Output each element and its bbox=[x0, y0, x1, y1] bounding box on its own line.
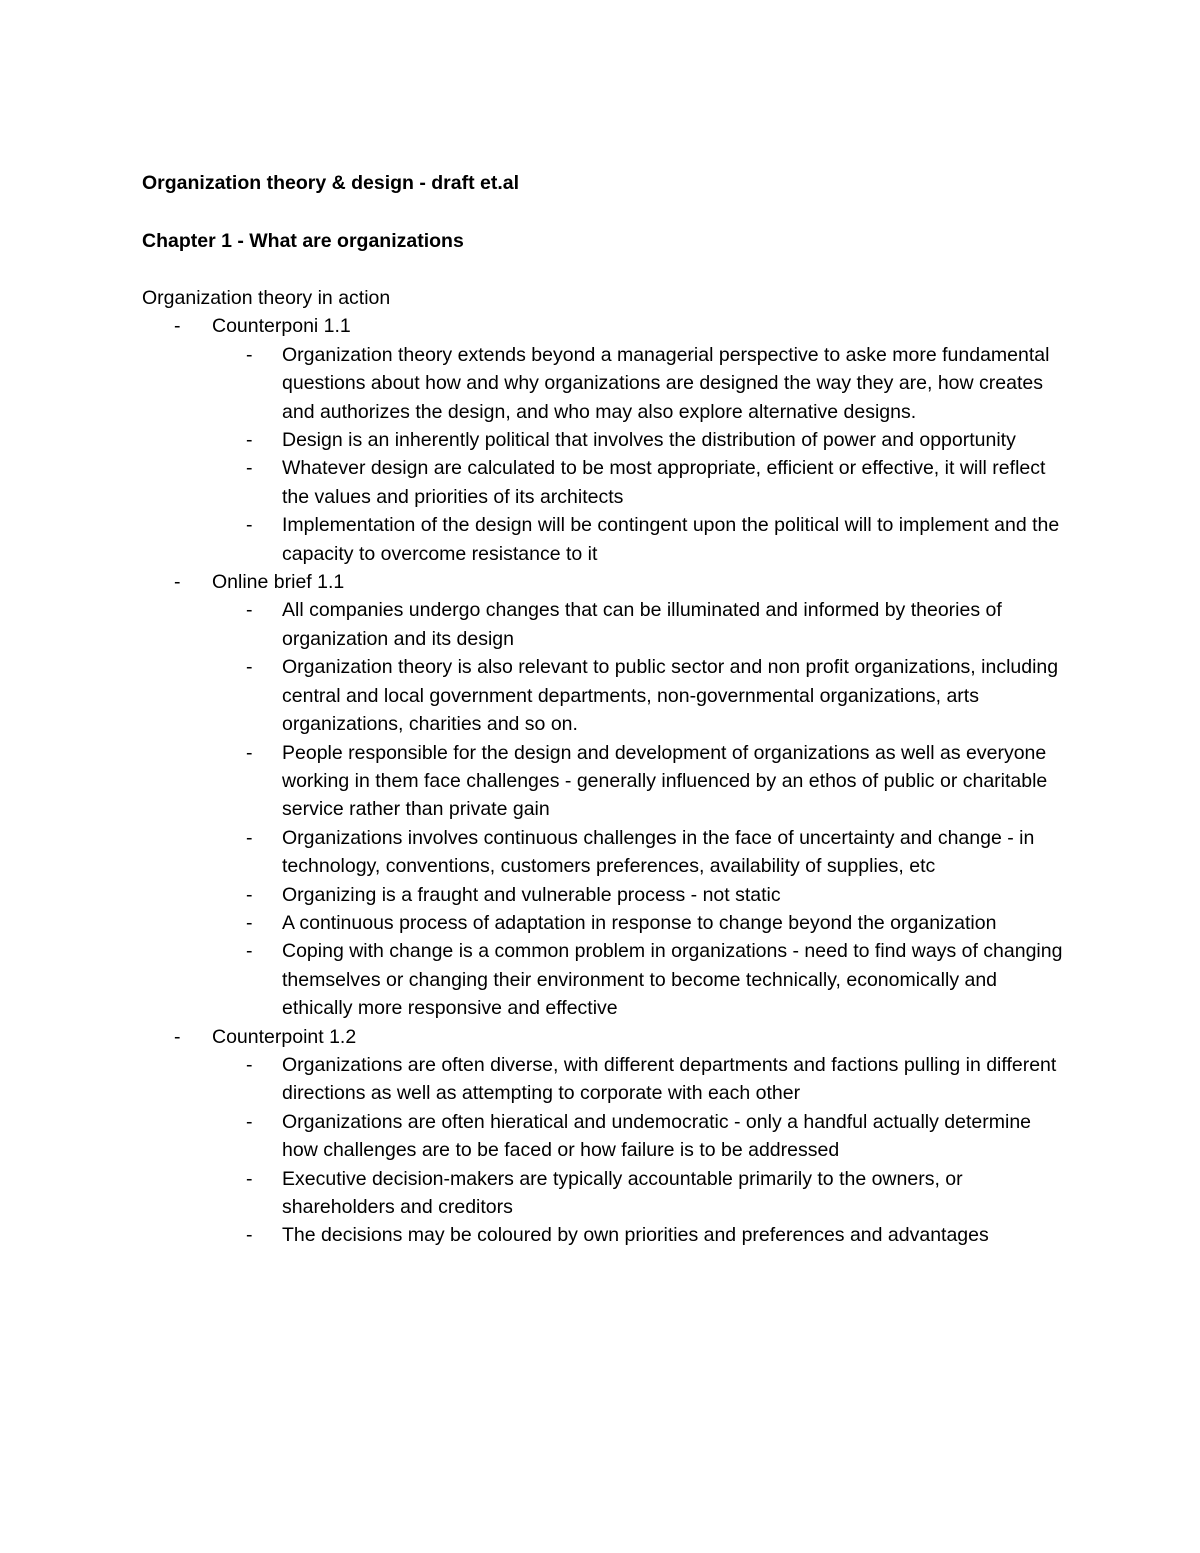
outline-item bbox=[142, 454, 1072, 511]
outline-item bbox=[142, 653, 1072, 738]
outline-group-heading bbox=[142, 312, 1072, 340]
bullet-dash: - bbox=[246, 457, 253, 480]
item-text: The decisions may be coloured by own priorities and preferences and advantages bbox=[282, 1224, 989, 1247]
outline-item bbox=[142, 426, 1072, 454]
item-text: Organizing is a fraught and vulnerable process - not static bbox=[282, 883, 781, 906]
outline-item bbox=[142, 881, 1072, 909]
item-text: Whatever design are calculated to be most appropriate, efficient or effective, it will reflect the values and priorities of its architects bbox=[282, 457, 1046, 508]
outline-item bbox=[142, 909, 1072, 937]
chapter-heading: Chapter 1 - What are organizations bbox=[142, 230, 464, 252]
section-heading: Organization theory in action bbox=[142, 287, 391, 309]
outline-group-heading bbox=[142, 1023, 1072, 1051]
outline-item bbox=[142, 1051, 1072, 1108]
item-text: People responsible for the design and development of organizations as well as everyone working in them face challenges - generally influenced by an ethos of public or charitable service rather than private gain bbox=[282, 741, 1048, 821]
bullet-dash: - bbox=[246, 656, 253, 679]
bullet-dash: - bbox=[174, 1025, 181, 1048]
bullet-dash: - bbox=[174, 315, 181, 338]
notes-outline bbox=[142, 284, 1072, 1250]
outline-item bbox=[142, 824, 1072, 881]
item-text: All companies undergo changes that can be illuminated and informed by theories of organization and its design bbox=[282, 599, 1002, 650]
outline-item bbox=[142, 1221, 1072, 1249]
bullet-dash: - bbox=[246, 883, 253, 906]
bullet-dash: - bbox=[246, 826, 253, 849]
outline-item bbox=[142, 1108, 1072, 1165]
item-text: Organization theory extends beyond a managerial perspective to aske more fundamental questions about how and why organizations are designed the way they are, how creates and authorizes the design, and who may also explore alternative designs. bbox=[282, 343, 1050, 423]
outline-item bbox=[142, 937, 1072, 1022]
item-text: A continuous process of adaptation in response to change beyond the organization bbox=[282, 911, 997, 934]
bullet-dash: - bbox=[246, 911, 253, 934]
bullet-dash: - bbox=[246, 741, 253, 764]
outline-item bbox=[142, 596, 1072, 653]
item-text: Executive decision-makers are typically accountable primarily to the owners, or shareholders and creditors bbox=[282, 1167, 963, 1218]
item-text: Organizations involves continuous challenges in the face of uncertainty and change - in technology, conventions, customers preferences, availability of supplies, etc bbox=[282, 826, 1035, 878]
bullet-dash: - bbox=[246, 940, 253, 963]
bullet-dash: - bbox=[246, 1224, 253, 1247]
item-text: Organization theory is also relevant to public sector and non profit organizations, including central and local government departments, non-governmental organizations, arts organizations, charities and so on. bbox=[282, 656, 1059, 736]
bullet-dash: - bbox=[246, 1110, 253, 1133]
group-label: Counterpoint 1.2 bbox=[212, 1025, 357, 1048]
outline-item bbox=[142, 511, 1072, 568]
item-text: Organizations are often diverse, with different departments and factions pulling in different directions as well as attempting to corporate with each other bbox=[282, 1053, 1057, 1105]
outline-item bbox=[142, 739, 1072, 824]
bullet-dash: - bbox=[246, 599, 253, 622]
bullet-dash: - bbox=[246, 1167, 253, 1190]
bullet-dash: - bbox=[246, 429, 253, 452]
outline-item bbox=[142, 1165, 1072, 1222]
group-label: Online brief 1.1 bbox=[212, 571, 345, 594]
bullet-dash: - bbox=[246, 1053, 253, 1076]
document-title: Organization theory & design - draft et.al bbox=[142, 172, 520, 194]
item-text: Design is an inherently political that involves the distribution of power and opportunity bbox=[282, 429, 1016, 452]
outline-group-heading bbox=[142, 568, 1072, 596]
item-text: Implementation of the design will be contingent upon the political will to implement and the capacity to overcome resistance to it bbox=[282, 514, 1060, 565]
item-text: Coping with change is a common problem in organizations - need to find ways of changing themselves or changing their environment to become technically, economically and ethically more responsive and effective bbox=[282, 940, 1063, 1020]
outline-item bbox=[142, 341, 1072, 426]
group-label: Counterponi 1.1 bbox=[212, 315, 351, 338]
bullet-dash: - bbox=[246, 343, 253, 366]
bullet-dash: - bbox=[174, 571, 181, 594]
item-text: Organizations are often hieratical and undemocratic - only a handful actually determine how challenges are to be faced or how failure is to be addressed bbox=[282, 1110, 1032, 1162]
bullet-dash: - bbox=[246, 514, 253, 537]
